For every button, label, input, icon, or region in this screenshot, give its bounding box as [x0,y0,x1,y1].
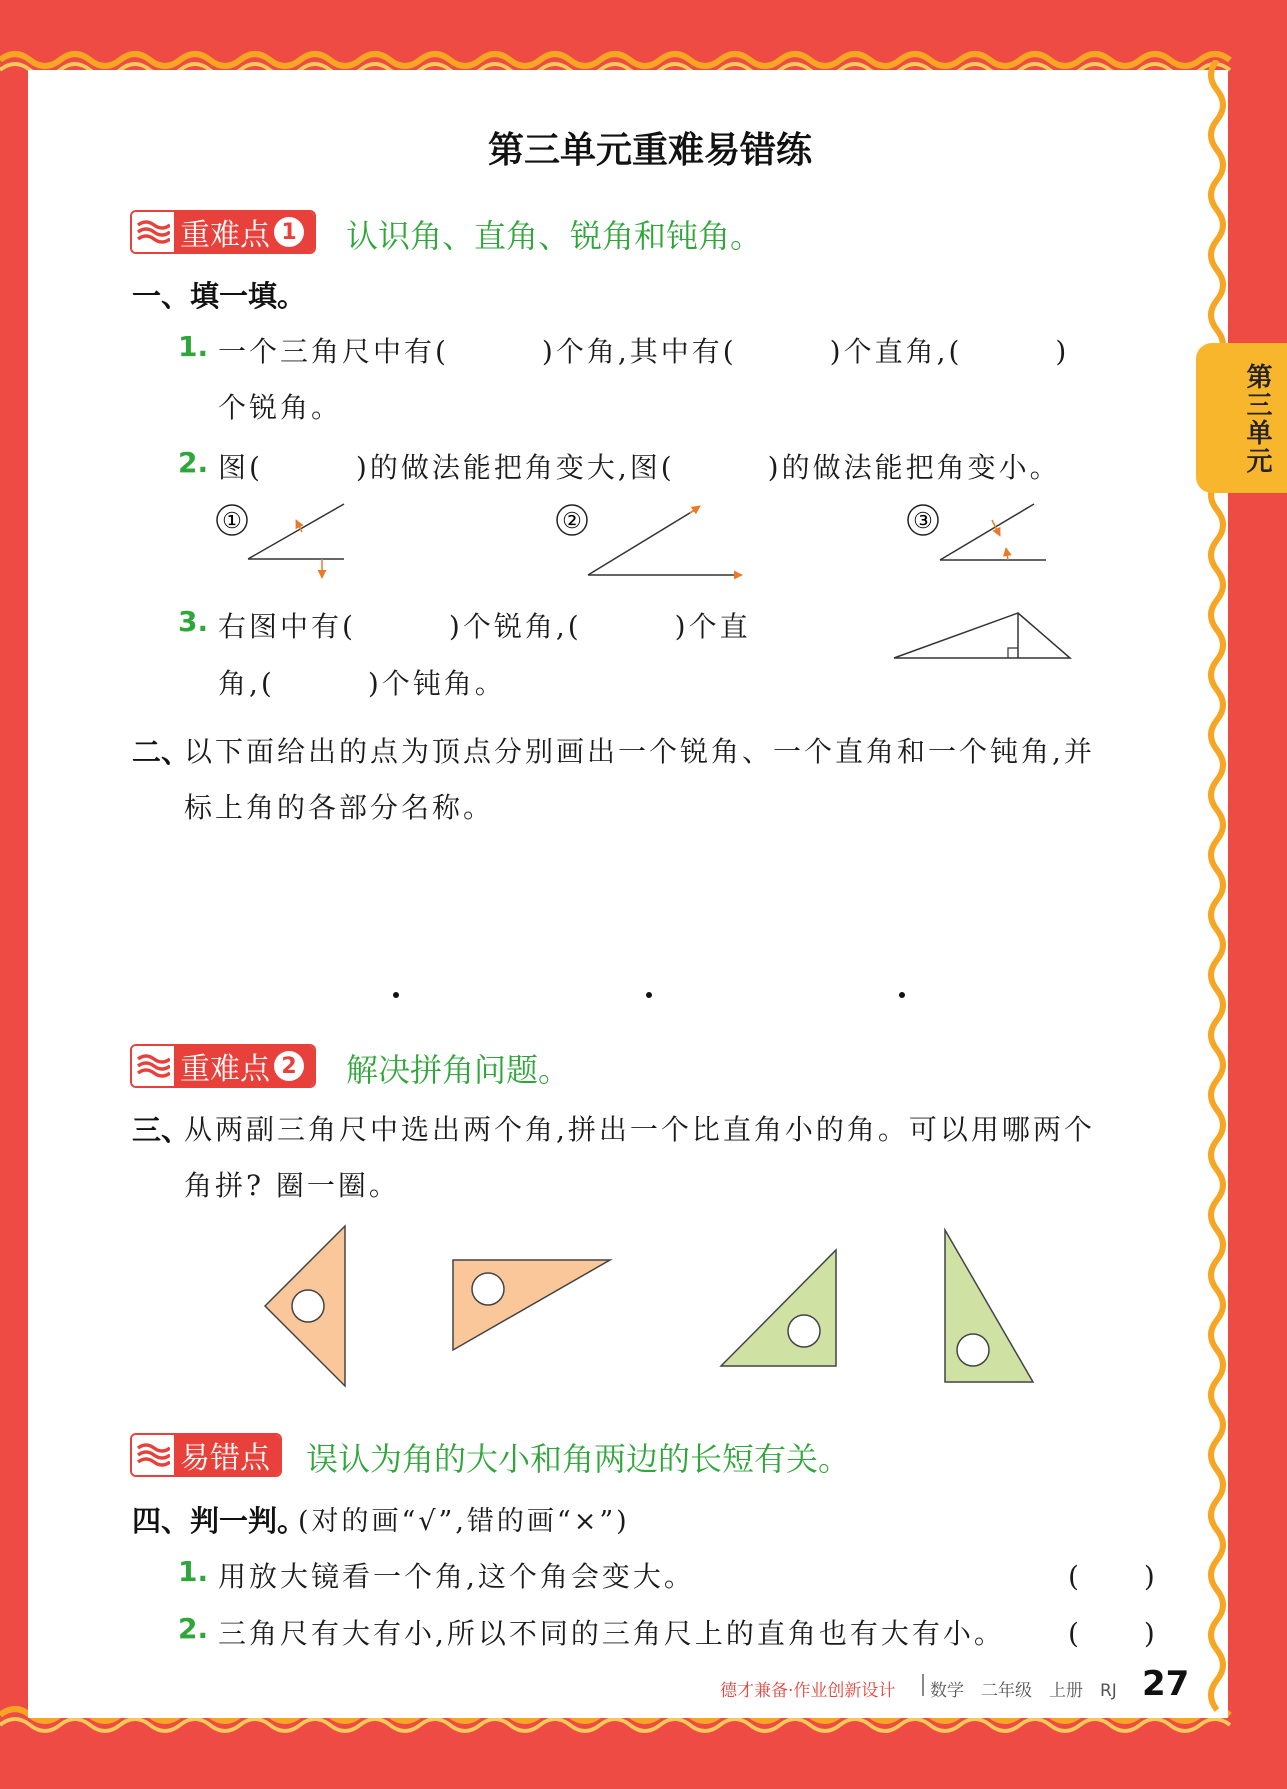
green-set-square-1[interactable] [721,1250,836,1366]
q2-figures [200,490,1100,590]
wave-icon [136,219,170,245]
fig-label-2: ② [562,509,582,534]
focus-topic-2: 解决拼角问题。 [346,1051,571,1089]
s4-q2-number: 2. [178,1612,209,1645]
section2-text-line1: 以下面给出的点为顶点分别画出一个锐角、一个直角和一个钝角,并 [184,735,1095,768]
badge-number: 1 [274,217,304,247]
green-set-square-2[interactable] [945,1230,1033,1382]
badge-label: 易错点 [180,1441,270,1476]
s4-q2-text: 三角尺有大有小,所以不同的三角尺上的直角也有大有小。 [218,1617,1005,1650]
s4-q1-number: 1. [178,1555,209,1588]
q1-text-line2: 个锐角。 [218,391,343,424]
badge-number: 2 [274,1051,304,1081]
q2-number: 2. [178,446,209,479]
page-title: 第三单元重难易错练 [487,130,812,171]
footer-brand: 德才兼备·作业创新设计 [720,1681,896,1701]
section4-heading: 四、判一判。 [132,1504,307,1538]
orange-set-square-2[interactable] [453,1260,610,1350]
q2-text-line1: 图( )的做法能把角变大,图( )的做法能把角变小。 [218,451,1061,484]
footer-info: 数学 二年级 上册 RJ [930,1681,1117,1701]
figure-3 [908,504,1046,560]
section2-heading: 二、 [132,735,191,769]
focus-topic-3: 误认为角的大小和角两边的长短有关。 [306,1440,851,1478]
orange-set-square-1[interactable] [265,1226,345,1386]
figure-1 [217,504,344,578]
side-tab-label: 第三单元 [1242,363,1272,475]
badge-label: 重难点 [180,218,270,253]
q3-text-line2: 角,( )个钝角。 [218,667,506,700]
q3-text-line1: 右图中有( )个锐角,( )个直 [218,610,751,643]
section1-heading: 一、填一填。 [132,279,307,313]
q1-number: 1. [178,330,209,363]
wave-icon [136,1442,170,1468]
vertex-dots [380,985,920,1005]
vertex-dot-2 [646,992,652,998]
section3-text-line2: 角拼? 圈一圈。 [184,1169,400,1202]
s4-q1-text: 用放大镜看一个角,这个角会变大。 [218,1560,695,1593]
fig-label-1: ① [222,509,242,534]
figure-2 [557,505,742,575]
q3-triangle-figure [890,605,1080,665]
right-wave-border [1205,60,1235,1720]
page-number: 27 [1142,1664,1190,1704]
s4-q2-answer-blank[interactable]: ( ) [1068,1617,1158,1650]
unit-side-tab[interactable] [1196,343,1287,493]
q3-number: 3. [178,605,209,638]
s4-q1-answer-blank[interactable]: ( ) [1068,1560,1158,1593]
focus-badge-2 [130,1044,316,1088]
vertex-dot-1 [393,992,399,998]
focus-badge-1 [130,210,316,254]
section2-text-line2: 标上角的各部分名称。 [184,791,495,824]
fig-label-3: ③ [913,509,933,534]
q1-text-line1: 一个三角尺中有( )个角,其中有( )个直角,( ) [218,335,1070,368]
set-square-figures [255,1220,1055,1390]
error-badge [130,1433,282,1477]
badge-label: 重难点 [180,1052,270,1087]
wave-icon [136,1053,170,1079]
section4-note: (对的画“√”,错的画“×”) [298,1506,630,1537]
section3-text-line1: 从两副三角尺中选出两个角,拼出一个比直角小的角。可以用哪两个 [184,1113,1095,1146]
focus-topic-1: 认识角、直角、锐角和钝角。 [346,217,763,255]
section3-heading: 三、 [132,1113,191,1147]
footer-divider [922,1674,924,1696]
vertex-dot-3 [899,992,905,998]
